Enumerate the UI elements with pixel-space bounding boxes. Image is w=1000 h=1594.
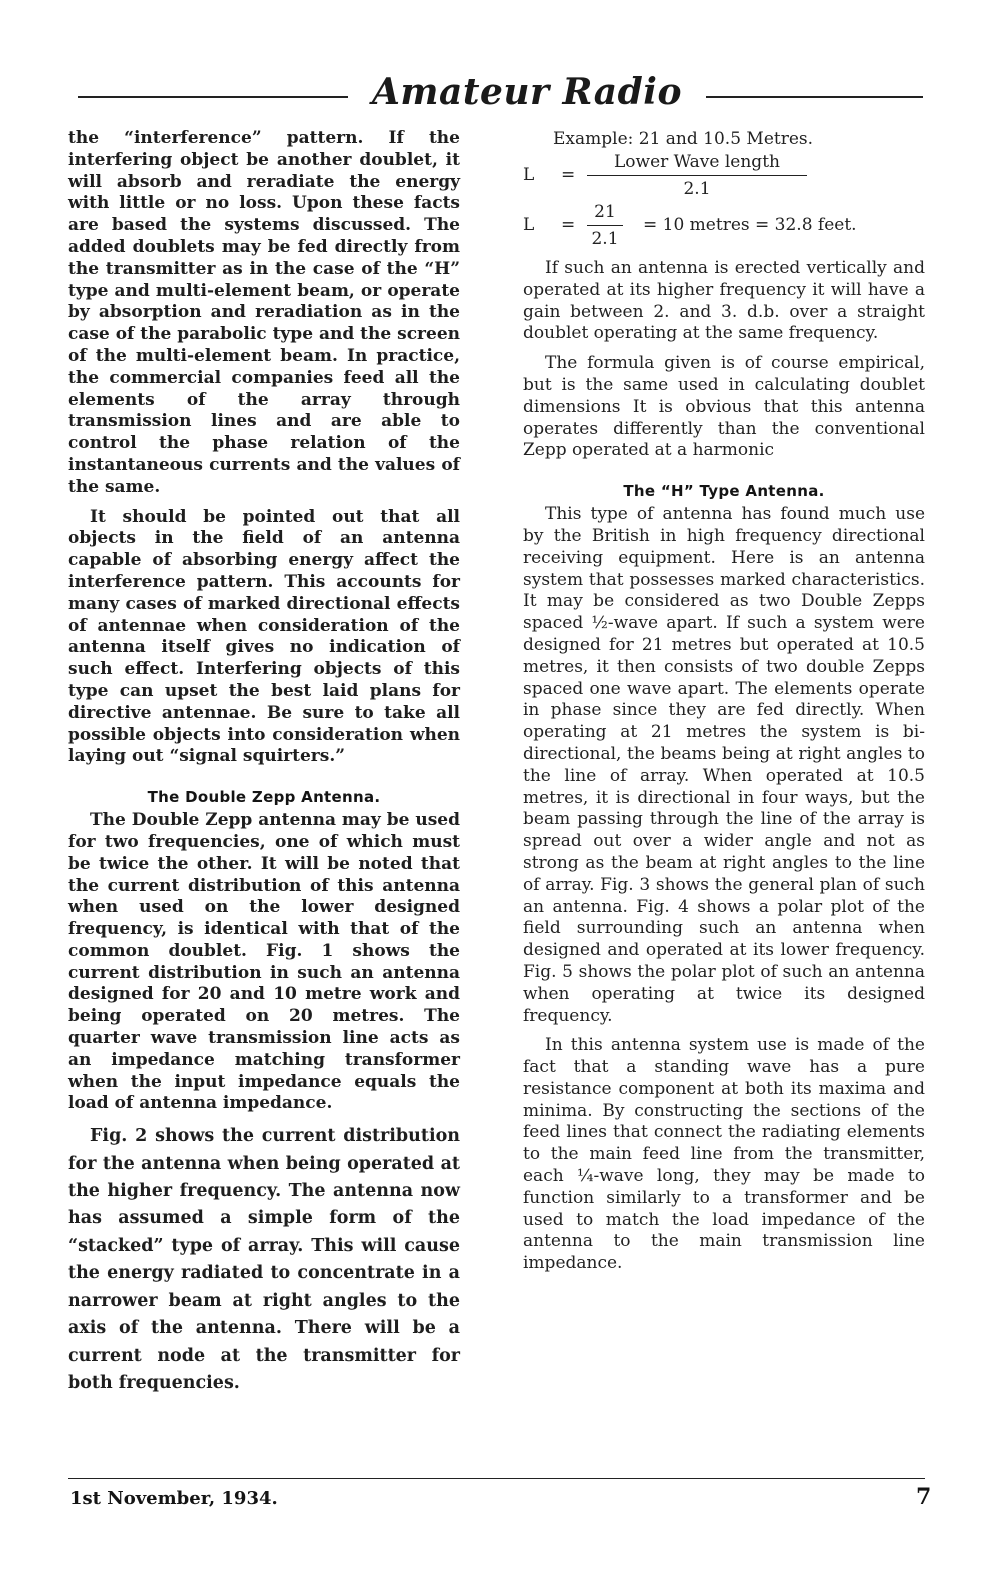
formula-block <box>523 128 925 250</box>
formula-2-numerator: 21 <box>594 201 616 222</box>
formula-1 <box>523 150 925 200</box>
left-paragraph-3: The Double Zepp antenna may be used for two frequencies, one of which must be twice the other. It will be noted that the current distribution of this antenna when used on the lower designed frequency, is identical with that of the common doublet. Fig. 1 shows the current distribution in such an antenna designed for 20 and 10 metre work and being operated on 20 metres. The quarter wave transmission line acts as an impedance matching transformer when the input impedance equals the load of antenna impedance. <box>68 810 460 1114</box>
left-column <box>68 128 460 1405</box>
right-paragraph-3: This type of antenna has found much use by the British in high frequency directional receiving equipment. Here is an antenna system that possesses marked characteristics. It may be considered as two Double Zepps spaced ½-wave apart. If such a system were designed for 21 metres but operated at 10.5 metres, it then consists of two double Zepps spaced one wave apart. The elements operate in phase since they are fed directly. When operating at 21 metres the system is bi-directional, the beams being at right angles to the line of array. When operated at 10.5 metres, it is directional in four ways, but the beam passing through the line of the array is spread out over a wider angle and not as strong as the beam at right angles to the line of array. Fig. 3 shows the general plan of such an antenna. Fig. 4 shows a polar plot of the field surrounding such an antenna when designed and operated at its lower frequency. Fig. 5 shows the polar plot of such an antenna when operating at twice its designed frequency. <box>523 504 925 1026</box>
formula-2 <box>523 200 925 250</box>
formula-2-eq: = <box>561 215 576 235</box>
left-paragraph-4: Fig. 2 shows the current distribution for the antenna when being operated at the higher frequency. The antenna now has assumed a simple form of the “stacked” type of array. This will cause the energy radiated to concentrate in a narrower beam at right angles to the axis of the antenna. There will be a current node at the transmitter for both frequencies. <box>68 1126 460 1393</box>
h-type-heading: The “H” Type Antenna. <box>623 482 825 501</box>
right-paragraph-1: If such an antenna is erected vertically and operated at its higher frequency it will have a gain between 2. and 3. d.b. over a straight doublet operating at the same frequency. <box>523 258 925 344</box>
right-paragraph-2: The formula given is of course empirical, but is the same used in calculating doublet dimensions It is obvious that this antenna operates differently than the conventional Zepp operated at a harmonic <box>523 353 925 461</box>
left-paragraph-2: It should be pointed out that all objects in the field of an antenna capable of absorbing energy affect the interference pattern. This accounts for many cases of marked directional effects of antennae when consideration of the antenna itself gives no indication of such effect. Interfering objects of this type can upset the best laid plans for directive antennae. Be sure to take all possible objects into consideration when laying out “signal squirters.” <box>68 506 460 767</box>
page-number: 7 <box>916 1484 932 1510</box>
formula-1-fraction <box>587 151 807 200</box>
footer-rule <box>68 1478 925 1479</box>
formula-1-numerator: Lower Wave length <box>614 151 780 172</box>
fraction-bar <box>587 225 623 226</box>
formula-2-denominator: 2.1 <box>591 228 619 249</box>
header-rule-left <box>78 96 348 98</box>
double-zepp-heading: The Double Zepp Antenna. <box>147 788 381 807</box>
formula-2-result: = 10 metres = 32.8 feet. <box>643 215 857 235</box>
formula-2-lhs: L <box>523 215 535 235</box>
page-header <box>78 70 923 120</box>
fraction-bar <box>587 175 807 176</box>
formula-2-fraction <box>587 201 623 250</box>
left-paragraph-1: the “interference” pattern. If the interfering object be another doublet, it will absorb and reradiate the energy with little or no loss. Upon these facts are based the systems discussed. The added doublets may be fed directly from the transmitter as in the case of the “H” type and multi-element beam, or operate by absorption and reradiation as in the case of the parabolic type and the screen of the multi-element beam. In practice, the commercial companies feed all the elements of the array through transmission lines and are able to control the phase relation of the instantaneous currents and the values of the same. <box>68 128 460 497</box>
formula-1-eq: = <box>561 165 576 185</box>
right-paragraph-4: In this antenna system use is made of the fact that a standing wave has a pure resistance component at both its maxima and minima. By constructing the sections of the feed lines that connect the radiating elements to the main feed line from the transmitter, each ¼-wave long, they may be made to function similarly to a transformer and be used to match the load impedance of the antenna to the main transmission line impedance. <box>523 1035 925 1274</box>
header-rule-right <box>706 96 923 98</box>
masthead-title: Amateur Radio <box>372 71 682 113</box>
issue-date: 1st November, 1934. <box>70 1488 278 1509</box>
formula-1-denominator: 2.1 <box>683 178 711 199</box>
example-line: Example: 21 and 10.5 Metres. <box>553 129 814 149</box>
right-column <box>523 128 925 1283</box>
formula-1-lhs: L <box>523 165 535 185</box>
